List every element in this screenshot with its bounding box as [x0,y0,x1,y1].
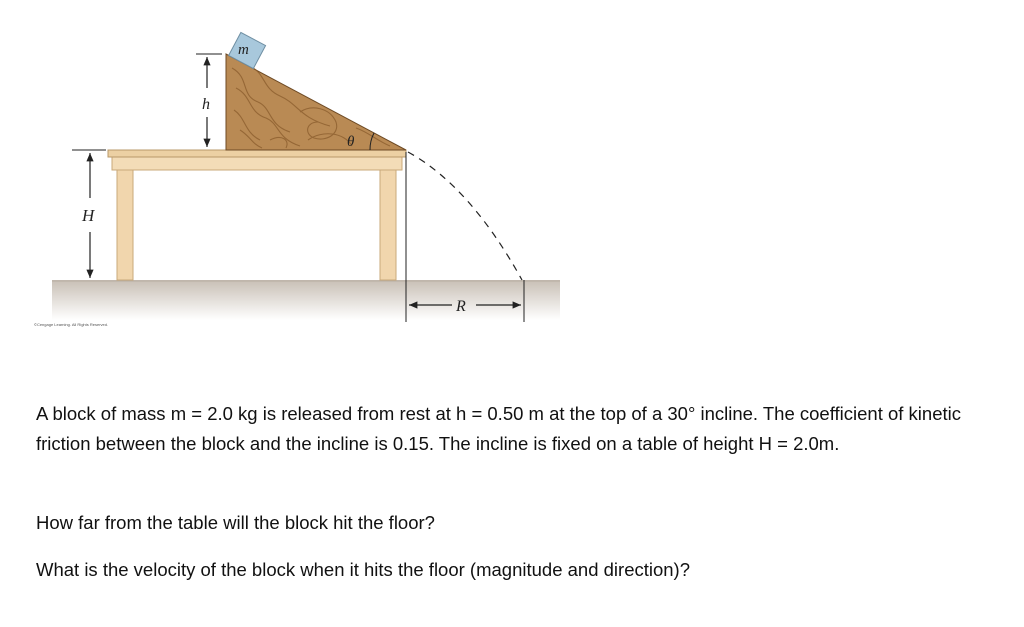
table-top [108,150,406,157]
h-label: h [202,96,210,113]
physics-diagram [0,0,560,350]
mass-label: m [238,42,249,58]
table-apron [112,156,402,170]
table-leg-left [117,168,133,280]
H-label: H [82,206,95,225]
floor [52,280,560,320]
question-velocity: What is the velocity of the block when it hits the floor (magnitude and direction)? [36,559,691,580]
trajectory-path [408,152,522,280]
R-label: R [456,298,466,315]
problem-statement: A block of mass m = 2.0 kg is released from rest at h = 0.50 m at the top of a 30° incline. The coefficient of kinetic friction between the block and the incline is 0.15. The incline is fixed on a table of height H = 2.0m. [36,403,961,454]
copyright-notice: ©Cengage Learning. All Rights Reserved. [34,322,109,327]
question-distance: How far from the table will the block hit the floor? [36,512,435,533]
angle-label: θ [347,134,355,150]
table-leg-right [380,168,396,280]
